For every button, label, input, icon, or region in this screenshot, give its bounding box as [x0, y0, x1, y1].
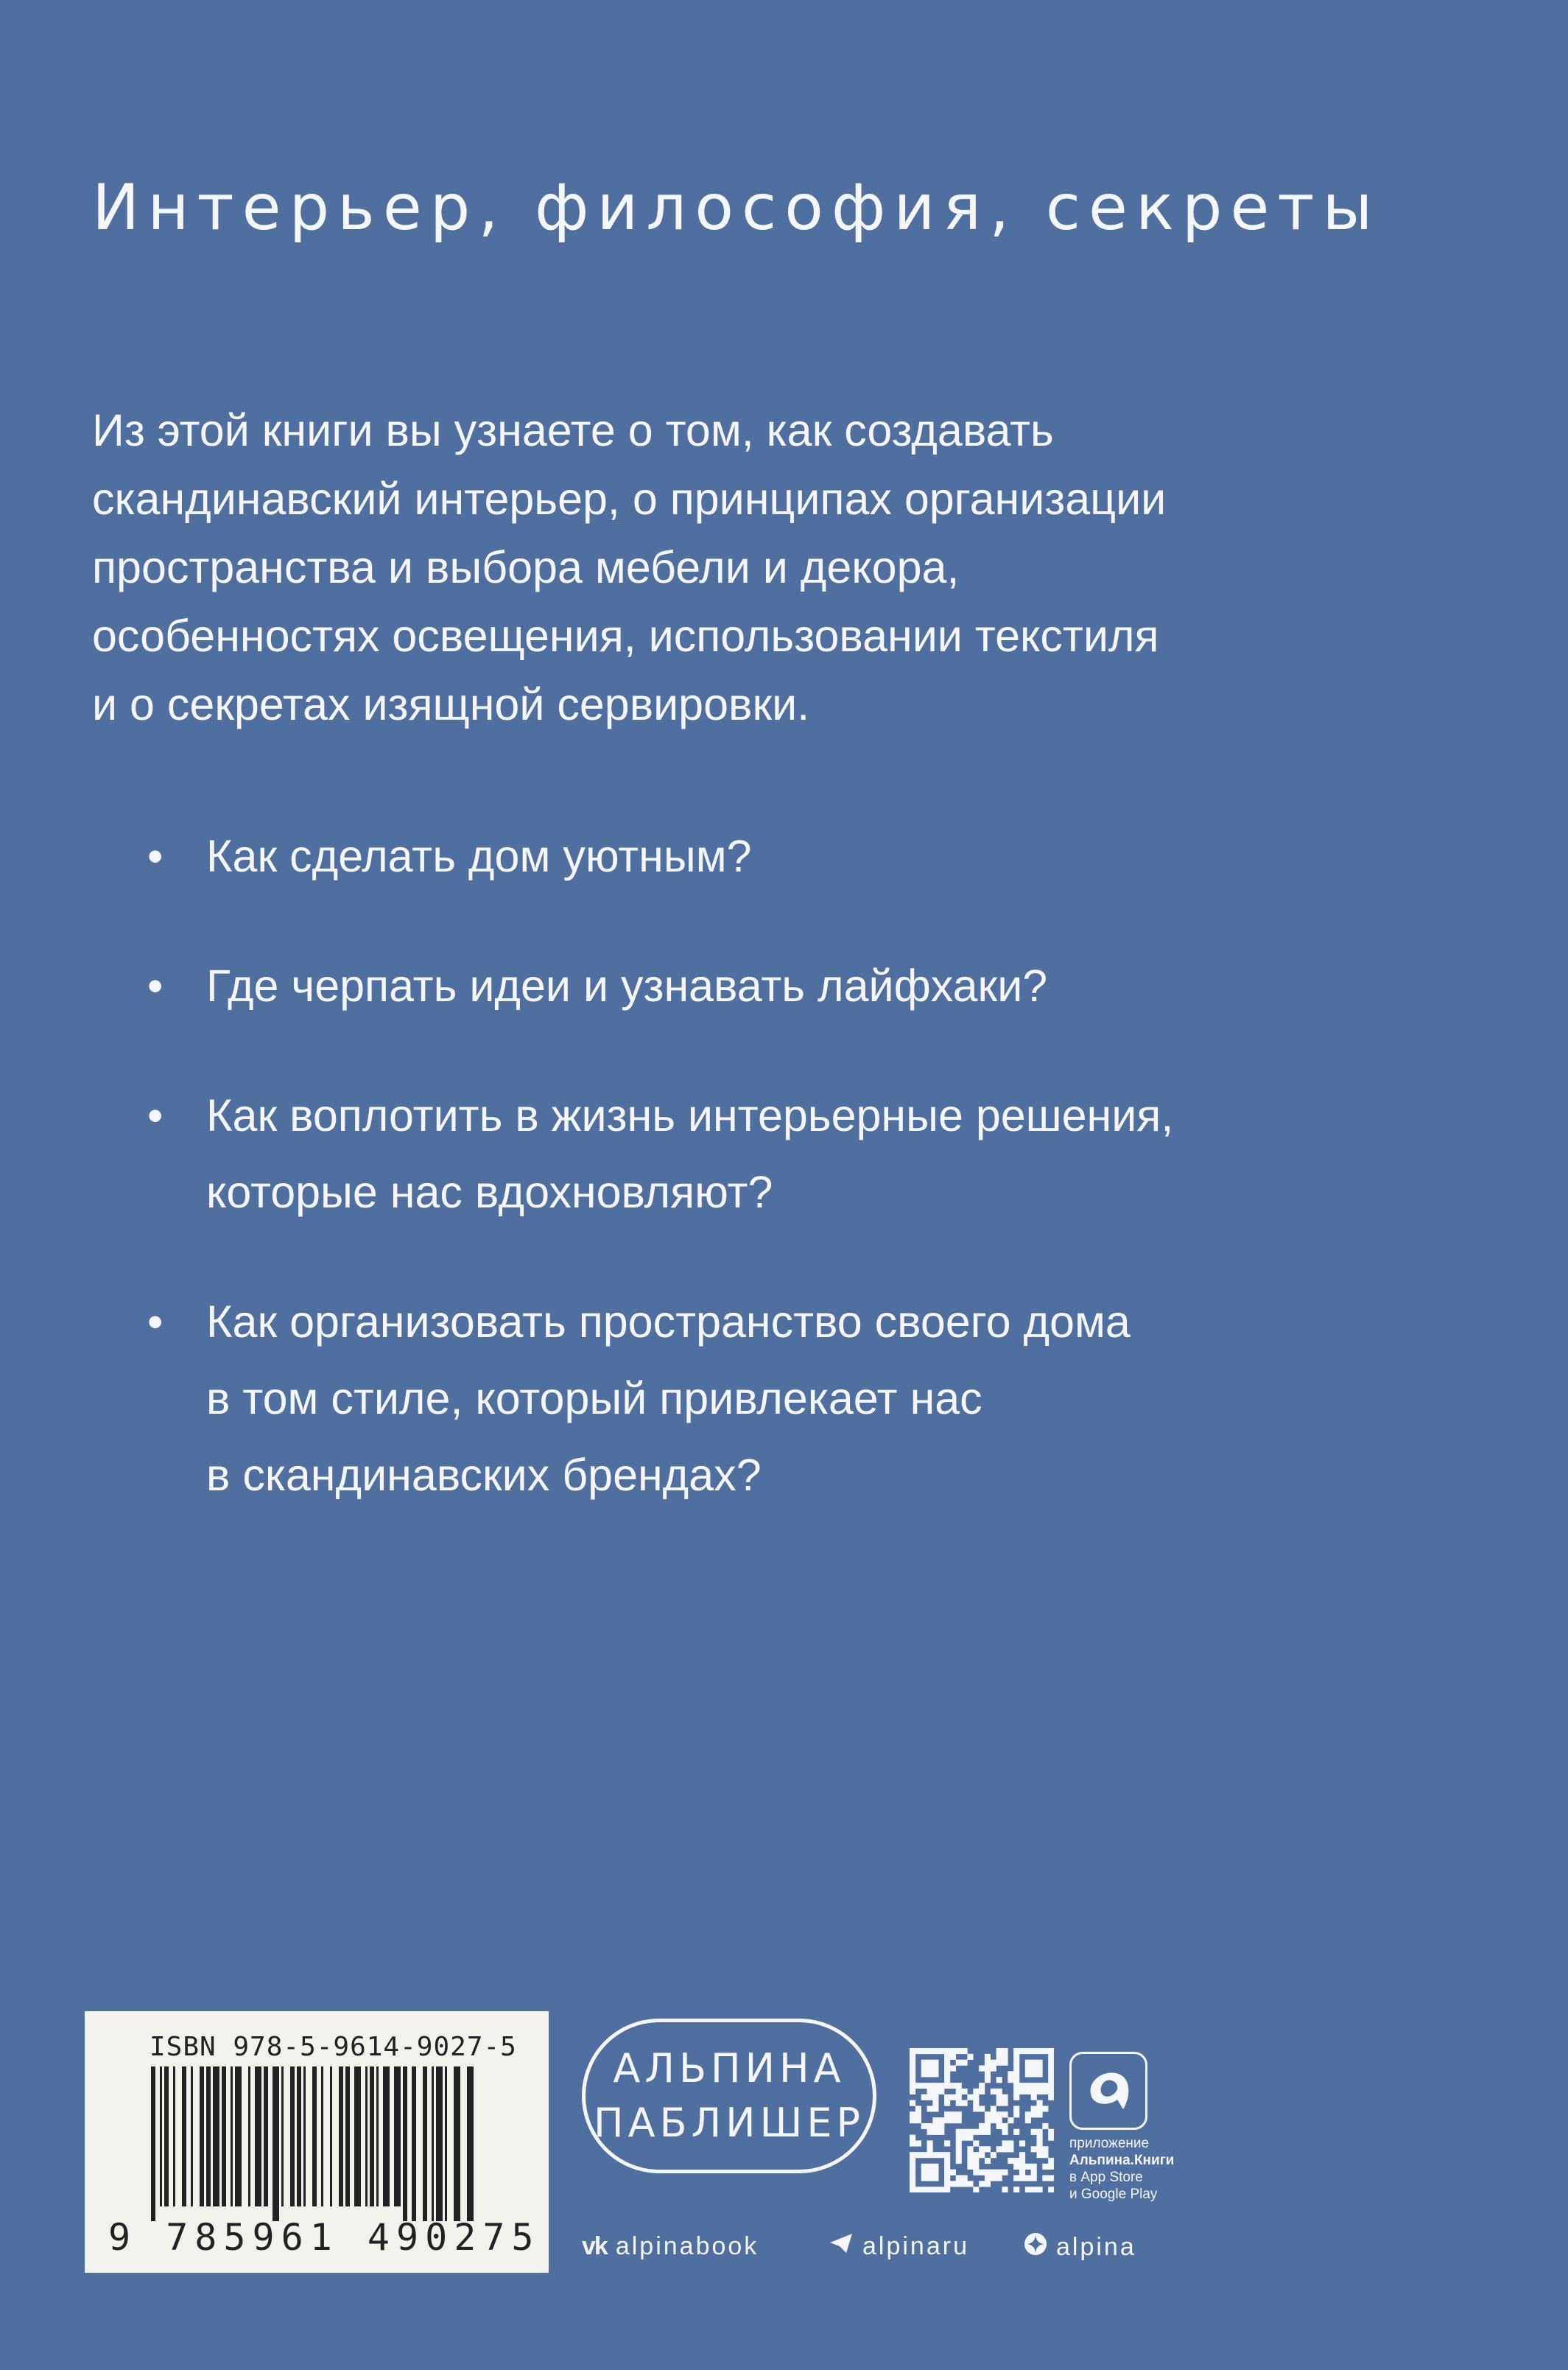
- bullet-icon: •: [147, 961, 164, 1011]
- list-item-line: Где черпать идеи и узнавать лайфхаки?: [206, 961, 1048, 1011]
- barcode-bar: [200, 2066, 204, 2206]
- barcode-bar: [231, 2066, 233, 2206]
- app-promo-line: и Google Play: [1069, 2187, 1158, 2202]
- list-item-line: которые нас вдохновляют?: [206, 1167, 773, 1217]
- barcode-bar: [321, 2066, 323, 2206]
- publisher-logo-line2: ПАБЛИШЕР: [593, 2100, 865, 2146]
- app-promo-line: в App Store: [1069, 2170, 1143, 2185]
- barcode-bar: [403, 2066, 407, 2221]
- list-item-line: в том стиле, который привлекает нас: [206, 1373, 982, 1423]
- barcode-bars: [151, 2066, 482, 2221]
- list-item: [147, 818, 1473, 894]
- barcode-bar: [394, 2066, 401, 2206]
- cover-subtitle: Интерьер, философия, секреты: [92, 171, 1381, 245]
- social-vk[interactable]: [582, 2232, 759, 2261]
- barcode-bar: [173, 2066, 175, 2206]
- barcode-bar: [365, 2066, 368, 2206]
- description-line: скандинавский интерьер, о принципах организации: [92, 474, 1167, 524]
- barcode-bar: [248, 2066, 250, 2206]
- barcode-bar: [151, 2066, 155, 2221]
- list-item-line: Как сделать дом уютным?: [206, 831, 752, 881]
- barcode-bar: [376, 2066, 379, 2206]
- social-telegram[interactable]: [829, 2232, 969, 2261]
- barcode-bar: [370, 2066, 374, 2206]
- barcode-bar: [290, 2066, 295, 2206]
- isbn-text: ISBN 978-5-9614-9027-5: [150, 2032, 517, 2062]
- barcode-bar: [454, 2066, 460, 2221]
- barcode-bar: [235, 2066, 242, 2206]
- barcode: [85, 2011, 549, 2273]
- barcode-bar: [206, 2066, 211, 2206]
- barcode-bar: [330, 2066, 332, 2206]
- list-item-line: Как организовать пространство своего дома: [206, 1297, 1131, 1347]
- barcode-bar: [303, 2066, 306, 2206]
- list-item-line: Как воплотить в жизнь интерьерные решения,: [206, 1090, 1174, 1140]
- barcode-bar: [255, 2066, 261, 2206]
- barcode-bar: [339, 2066, 343, 2206]
- barcode-bar: [222, 2066, 226, 2206]
- bullet-icon: •: [147, 1090, 164, 1140]
- list-item: [147, 947, 1473, 1024]
- social-handle: alpinabook: [615, 2232, 759, 2260]
- vk-icon: vk: [582, 2232, 607, 2260]
- barcode-bar: [213, 2066, 219, 2206]
- description-line: и о секретах изящной сервировки.: [92, 679, 810, 729]
- publisher-logo-line1: АЛЬПИНА: [613, 2045, 845, 2092]
- app-name: Альпина.Книги: [1069, 2153, 1175, 2168]
- app-promo-line: приложение: [1069, 2136, 1150, 2151]
- barcode-bar: [182, 2066, 186, 2206]
- list-item: [147, 1283, 1473, 1513]
- qr-code: [910, 2048, 1054, 2192]
- barcode-bar: [423, 2066, 427, 2221]
- barcode-bar: [191, 2066, 193, 2206]
- app-promo: [1069, 2135, 1174, 2203]
- description-line: пространства и выбора мебели и декора,: [92, 542, 960, 592]
- barcode-bar: [264, 2066, 268, 2206]
- barcode-bar: [297, 2066, 301, 2206]
- description: [92, 396, 1536, 739]
- barcode-bar: [164, 2066, 169, 2206]
- barcode-bar: [445, 2066, 447, 2221]
- barcode-bar: [273, 2066, 279, 2221]
- bullet-icon: •: [147, 1297, 164, 1347]
- barcode-bar: [467, 2066, 474, 2221]
- description-line: особенностях освещения, использовании текстиля: [92, 611, 1159, 661]
- publisher-logo: [582, 2019, 876, 2173]
- bullet-icon: •: [147, 831, 164, 881]
- ean-number: 9 785961 490275: [108, 2216, 541, 2259]
- social-handle: alpina: [1056, 2233, 1136, 2261]
- barcode-bar: [354, 2066, 361, 2206]
- dzen-icon: [1024, 2232, 1047, 2262]
- barcode-bar: [345, 2066, 350, 2206]
- barcode-bar: [312, 2066, 317, 2206]
- social-dzen[interactable]: [1024, 2232, 1136, 2262]
- description-line: Из этой книги вы узнаете о том, как создавать: [92, 405, 1054, 455]
- barcode-bar: [383, 2066, 390, 2206]
- list-item-line: в скандинавских брендах?: [206, 1450, 762, 1500]
- question-list: [147, 818, 1473, 1566]
- barcode-bar: [412, 2066, 416, 2221]
- barcode-bar: [281, 2066, 284, 2206]
- list-item: [147, 1077, 1473, 1230]
- barcode-bar: [436, 2066, 443, 2221]
- social-handle: alpinaru: [862, 2232, 969, 2260]
- alpina-app-icon: [1069, 2052, 1147, 2130]
- barcode-bar: [160, 2066, 162, 2206]
- telegram-icon: [829, 2232, 854, 2261]
- barcode-bar: [432, 2066, 434, 2221]
